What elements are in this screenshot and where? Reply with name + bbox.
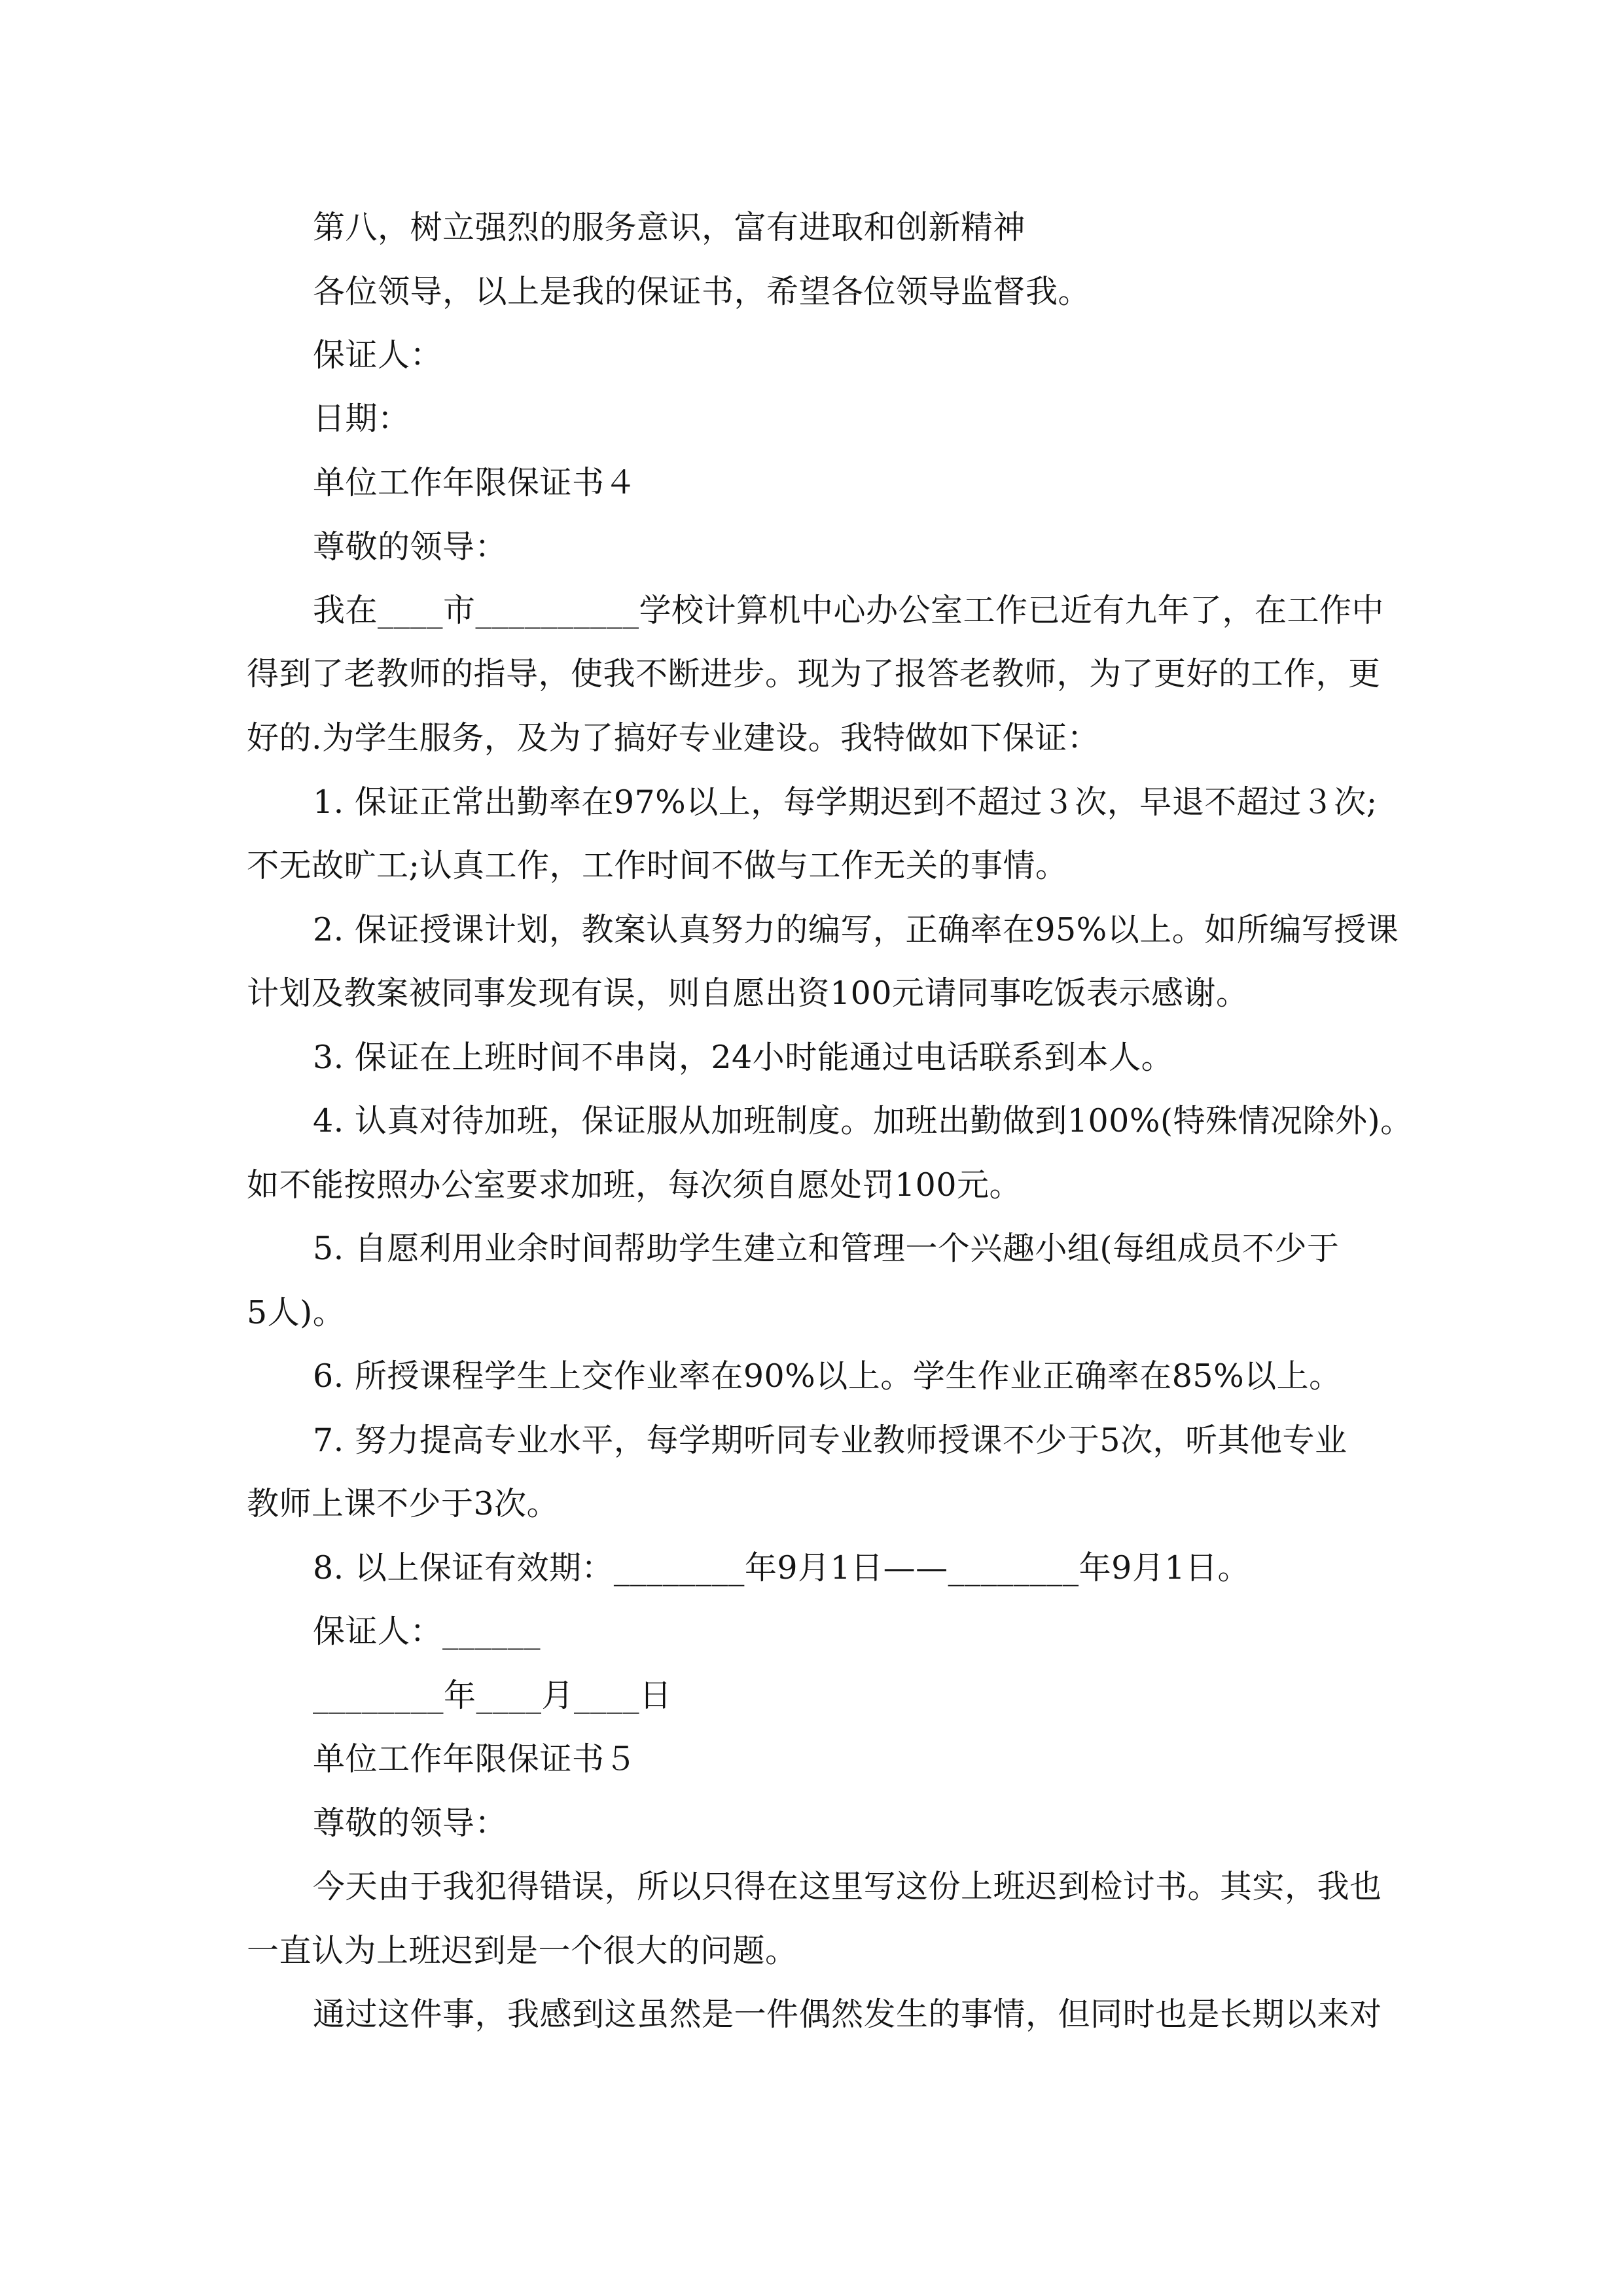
list-item-7: 7. 努力提高专业水平，每学期听同专业教师授课不少于5次，听其他专业 — [313, 1422, 1347, 1459]
section-title: 单位工作年限保证书５ — [313, 1740, 637, 1778]
paragraph-line: 通过这件事，我感到这虽然是一件偶然发生的事情，但同时也是长期以来对 — [313, 1996, 1382, 2033]
list-item-4: 4. 认真对待加班，保证服从加班制度。加班出勤做到100%(特殊情况除外)。 — [313, 1102, 1413, 1139]
date-signature-line: ________年____月____日 — [313, 1677, 672, 1714]
paragraph-line: 第八，树立强烈的服务意识，富有进取和创新精神 — [313, 209, 1026, 246]
paragraph-line: 得到了老教师的指导，使我不断进步。现为了报答老教师，为了更好的工作，更 — [247, 655, 1381, 692]
paragraph-line: 我在____市__________学校计算机中心办公室工作已近有九年了，在工作中 — [313, 592, 1385, 629]
section-title: 单位工作年限保证书４ — [313, 464, 637, 501]
list-item-4-cont: 如不能按照办公室要求加班，每次须自愿处罚100元。 — [247, 1166, 1022, 1204]
list-item-1-cont: 不无故旷工;认真工作，工作时间不做与工作无关的事情。 — [247, 847, 1068, 884]
list-item-6: 6. 所授课程学生上交作业率在90%以上。学生作业正确率在85%以上。 — [313, 1357, 1342, 1395]
paragraph-line: 各位领导，以上是我的保证书，希望各位领导监督我。 — [313, 273, 1091, 310]
list-item-2: 2. 保证授课计划，教案认真努力的编写，正确率在95%以上。如所编写授课 — [313, 911, 1399, 948]
list-item-5: 5. 自愿利用业余时间帮助学生建立和管理一个兴趣小组(每组成员不少于 — [313, 1230, 1340, 1267]
paragraph-line: 一直认为上班迟到是一个很大的问题。 — [247, 1932, 798, 1969]
date-label: 日期： — [313, 400, 410, 437]
list-item-8: 8. 以上保证有效期：________年9月1日——________年9月1日。 — [313, 1549, 1251, 1587]
list-item-3: 3. 保证在上班时间不串岗，24小时能通过电话联系到本人。 — [313, 1039, 1174, 1076]
salutation: 尊敬的领导： — [313, 1804, 508, 1842]
paragraph-line: 好的.为学生服务，及为了搞好专业建设。我特做如下保证： — [247, 719, 1100, 757]
guarantor-signature-line: 保证人：______ — [313, 1613, 541, 1650]
list-item-2-cont: 计划及教案被同事发现有误，则自愿出资100元请同事吃饭表示感谢。 — [247, 975, 1249, 1012]
paragraph-line: 今天由于我犯得错误，所以只得在这里写这份上班迟到检讨书。其实，我也 — [313, 1868, 1382, 1905]
guarantor-label: 保证人： — [313, 336, 443, 374]
salutation: 尊敬的领导： — [313, 528, 508, 565]
list-item-5-cont: 5人)。 — [247, 1294, 346, 1331]
list-item-1: 1. 保证正常出勤率在97%以上，每学期迟到不超过３次，早退不超过３次; — [313, 783, 1378, 821]
list-item-7-cont: 教师上课不少于3次。 — [247, 1485, 560, 1522]
